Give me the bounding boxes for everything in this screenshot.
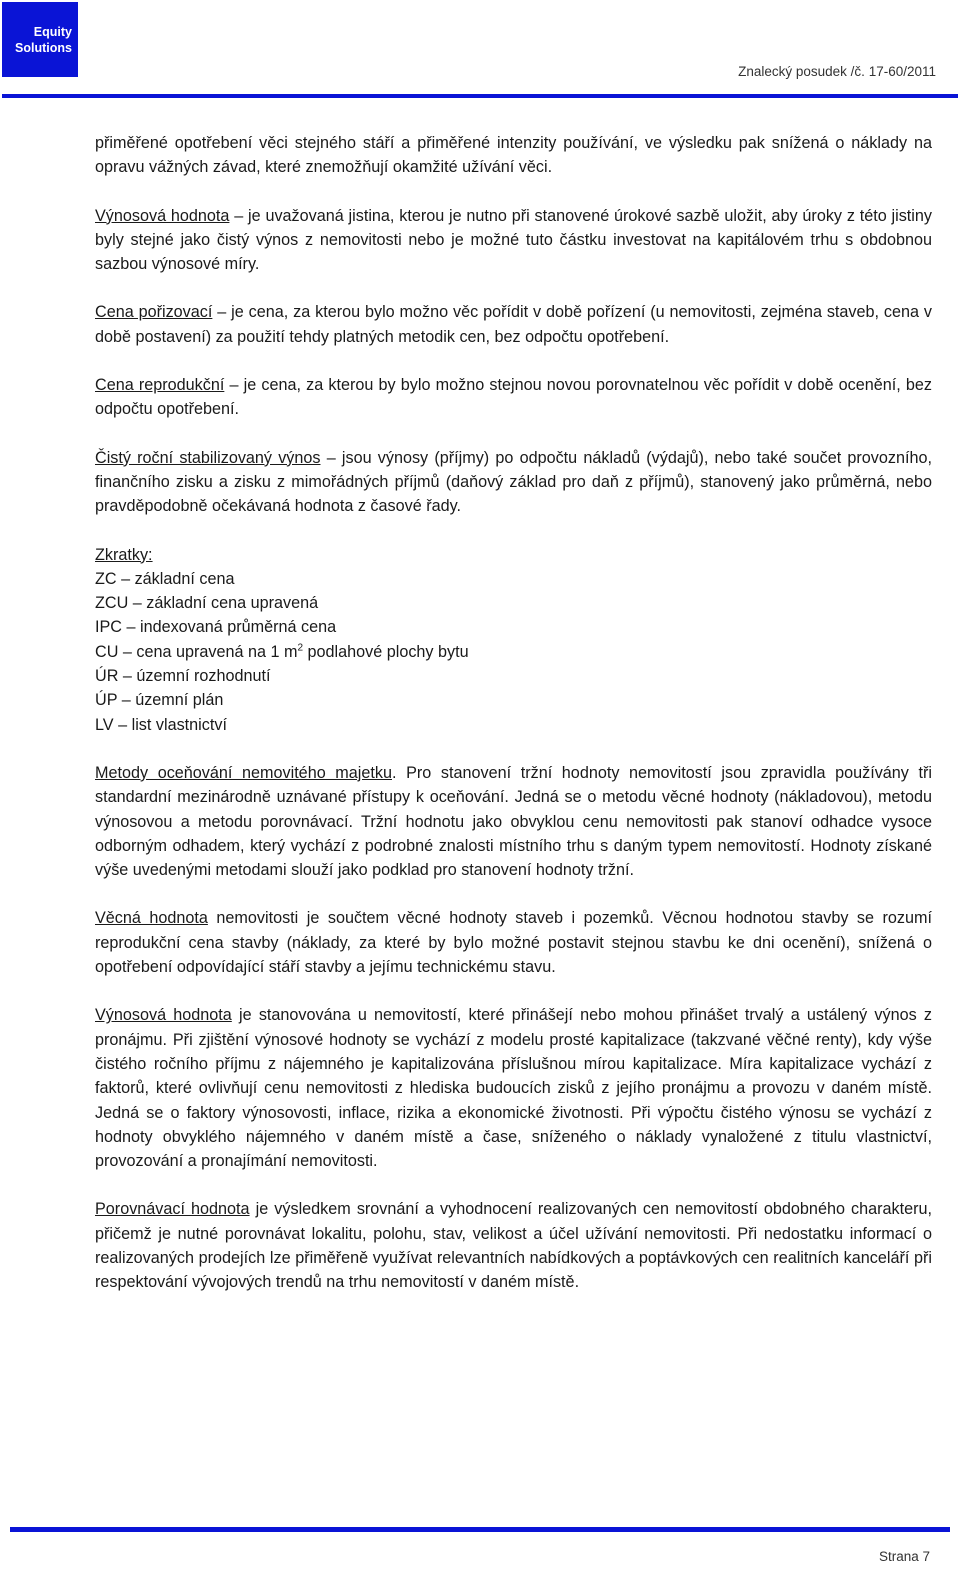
abbreviation-cu-superscript: 2 — [297, 642, 304, 654]
report-reference: Znalecký posudek /č. 17-60/2011 — [738, 64, 936, 79]
paragraph-reproduction-price — [95, 373, 932, 422]
paragraph-income-value-method — [95, 1003, 932, 1173]
paragraph-valuation-methods — [95, 761, 932, 882]
term-income-value: Výnosová hodnota — [95, 206, 230, 225]
definition-net-income: – jsou výnosy (příjmy) po odpočtu nákladů (výdajů), nebo také součet provozního, finančního zisku a zisku z mimořádných příjmů (daňový základ pro daň z příjmů), stanovený jako průměrná, nebo pravděpodobně očekávaná hodnota z časové řady. — [95, 448, 932, 516]
term-income-value-method: Výnosová hodnota — [95, 1006, 232, 1025]
abbreviation-cu-rest: podlahové plochy bytu — [303, 642, 469, 661]
term-valuation-methods: Metody oceňování nemovitého majetku — [95, 763, 392, 782]
abbreviation-ur: ÚR – územní rozhodnutí — [95, 667, 271, 686]
term-reproduction-price: Cena reprodukční — [95, 376, 225, 395]
abbreviation-ipc: IPC – indexovaná průměrná cena — [95, 618, 337, 637]
abbreviation-zc: ZC – základní cena — [95, 569, 235, 588]
term-comparative-value: Porovnávací hodnota — [95, 1200, 250, 1219]
definition-acquisition-price: – je cena, za kterou bylo možno věc pořídit v době pořízení (u nemovitosti, zejména staveb, cena v době postavení) za použití tehdy platných metodik cen, bez odpočtu opotřebení. — [95, 303, 932, 346]
abbreviation-lv: LV – list vlastnictví — [95, 715, 227, 734]
paragraph-net-income — [95, 446, 932, 519]
abbreviation-cu-text: CU – cena upravená na 1 m — [95, 642, 298, 661]
definition-reproduction-price: – je cena, za kterou by bylo možno stejnou novou porovnatelnou věc pořídit v době ocenění, bez odpočtu opotřebení. — [95, 376, 932, 419]
definition-income-value-method: je stanovována u nemovitostí, které přinášejí nebo mohou přinášet trvalý a ustálený výnos z pronájmu. Při zjištění výnosové hodnoty se vychází z modelu prosté kapitalizace (takzvané věčné renty), kdy výše čistého ročního příjmu z nájemného je kapitalizována příslušnou mírou kapitalizace. Míra kapitalizace vychází z faktorů, které ovlivňují cenu nemovitosti z hlediska budoucích zisků z jejího pronájmu a provozu v daném místě. Jedná se o faktory výnosovosti, inflace, rizika a ekonomické životnosti. Při výpočtu čistého výnosu se vychází z hodnoty obvyklého nájemného v daném místě a čase, sníženého o náklady vynaložené z titulu vlastnictví, provozování a pronajímání nemovitosti. — [95, 1006, 932, 1171]
abbreviations-list — [95, 543, 932, 737]
logo-line-1: Equity — [33, 24, 72, 39]
definition-material-value: nemovitosti je součtem věcné hodnoty staveb i pozemků. Věcnou hodnotou stavby se rozumí reprodukční cena stavby (náklady, za které by bylo možné postavit stejnou stavbu ke dni ocenění), snížená o opotřebení odpovídající stáří stavby a jejímu technickému stavu. — [95, 909, 932, 977]
company-logo — [2, 2, 78, 77]
paragraph-income-value — [95, 204, 932, 277]
document-body — [95, 131, 932, 1319]
term-net-income: Čistý roční stabilizovaný výnos — [95, 448, 321, 467]
abbreviation-up: ÚP – územní plán — [95, 691, 224, 710]
header-divider — [2, 94, 958, 98]
paragraph-comparative-value — [95, 1197, 932, 1294]
abbreviation-zcu: ZCU – základní cena upravená — [95, 594, 319, 613]
term-material-value: Věcná hodnota — [95, 909, 208, 928]
abbreviation-cu — [95, 640, 932, 664]
paragraph-acquisition-price — [95, 300, 932, 349]
footer-divider — [10, 1527, 950, 1532]
definition-comparative-value: je výsledkem srovnání a vyhodnocení realizovaných cen nemovitostí obdobného charakteru, přičemž je nutné porovnávat lokalitu, polohu, stav, velikost a účel užívání nemovitosti. Při nedostatku informací o realizovaných prodejích lze přiměřeně využívat relevantních nabídkových a poptávkových cen realitních kanceláří při respektování vývojových trendů na trhu nemovitostí v daném místě. — [95, 1200, 932, 1292]
logo-line-2: Solutions — [15, 40, 72, 55]
page-number: Strana 7 — [878, 1549, 930, 1564]
abbreviations-heading: Zkratky: — [95, 545, 153, 564]
paragraph-continuation: přiměřené opotřebení věci stejného stáří a přiměřené intenzity používání, ve výsledku pak snížená o náklady na opravu vážných závad, které znemožňují okamžité užívání věci. — [95, 134, 932, 177]
paragraph-material-value — [95, 906, 932, 979]
definition-valuation-methods: . Pro stanovení tržní hodnoty nemovitostí jsou zpravidla používány tři standardní mezinárodně uznávané přístupy k oceňování. Jedná se o metodu věcné hodnoty (nákladovou), metodu výnosovou a metodu porovnávací. Tržní hodnotu jako obvyklou cenu nemovitosti pak stanoví odhadce vysoce odborným odhadem, který vychází z podrobné znalosti místního trhu s daným typem nemovitostí. Hodnoty získané výše uvedenými metodami slouží jako podklad pro stanovení hodnoty tržní. — [95, 763, 932, 880]
definition-income-value: – je uvažovaná jistina, kterou je nutno při stanovené úrokové sazbě uložit, aby úroky z této jistiny byly stejné jako čistý výnos z nemovitosti nebo je možné tuto částku investovat na kapitálovém trhu s obdobnou sazbou výnosové míry. — [95, 206, 932, 274]
term-acquisition-price: Cena pořizovací — [95, 303, 213, 322]
